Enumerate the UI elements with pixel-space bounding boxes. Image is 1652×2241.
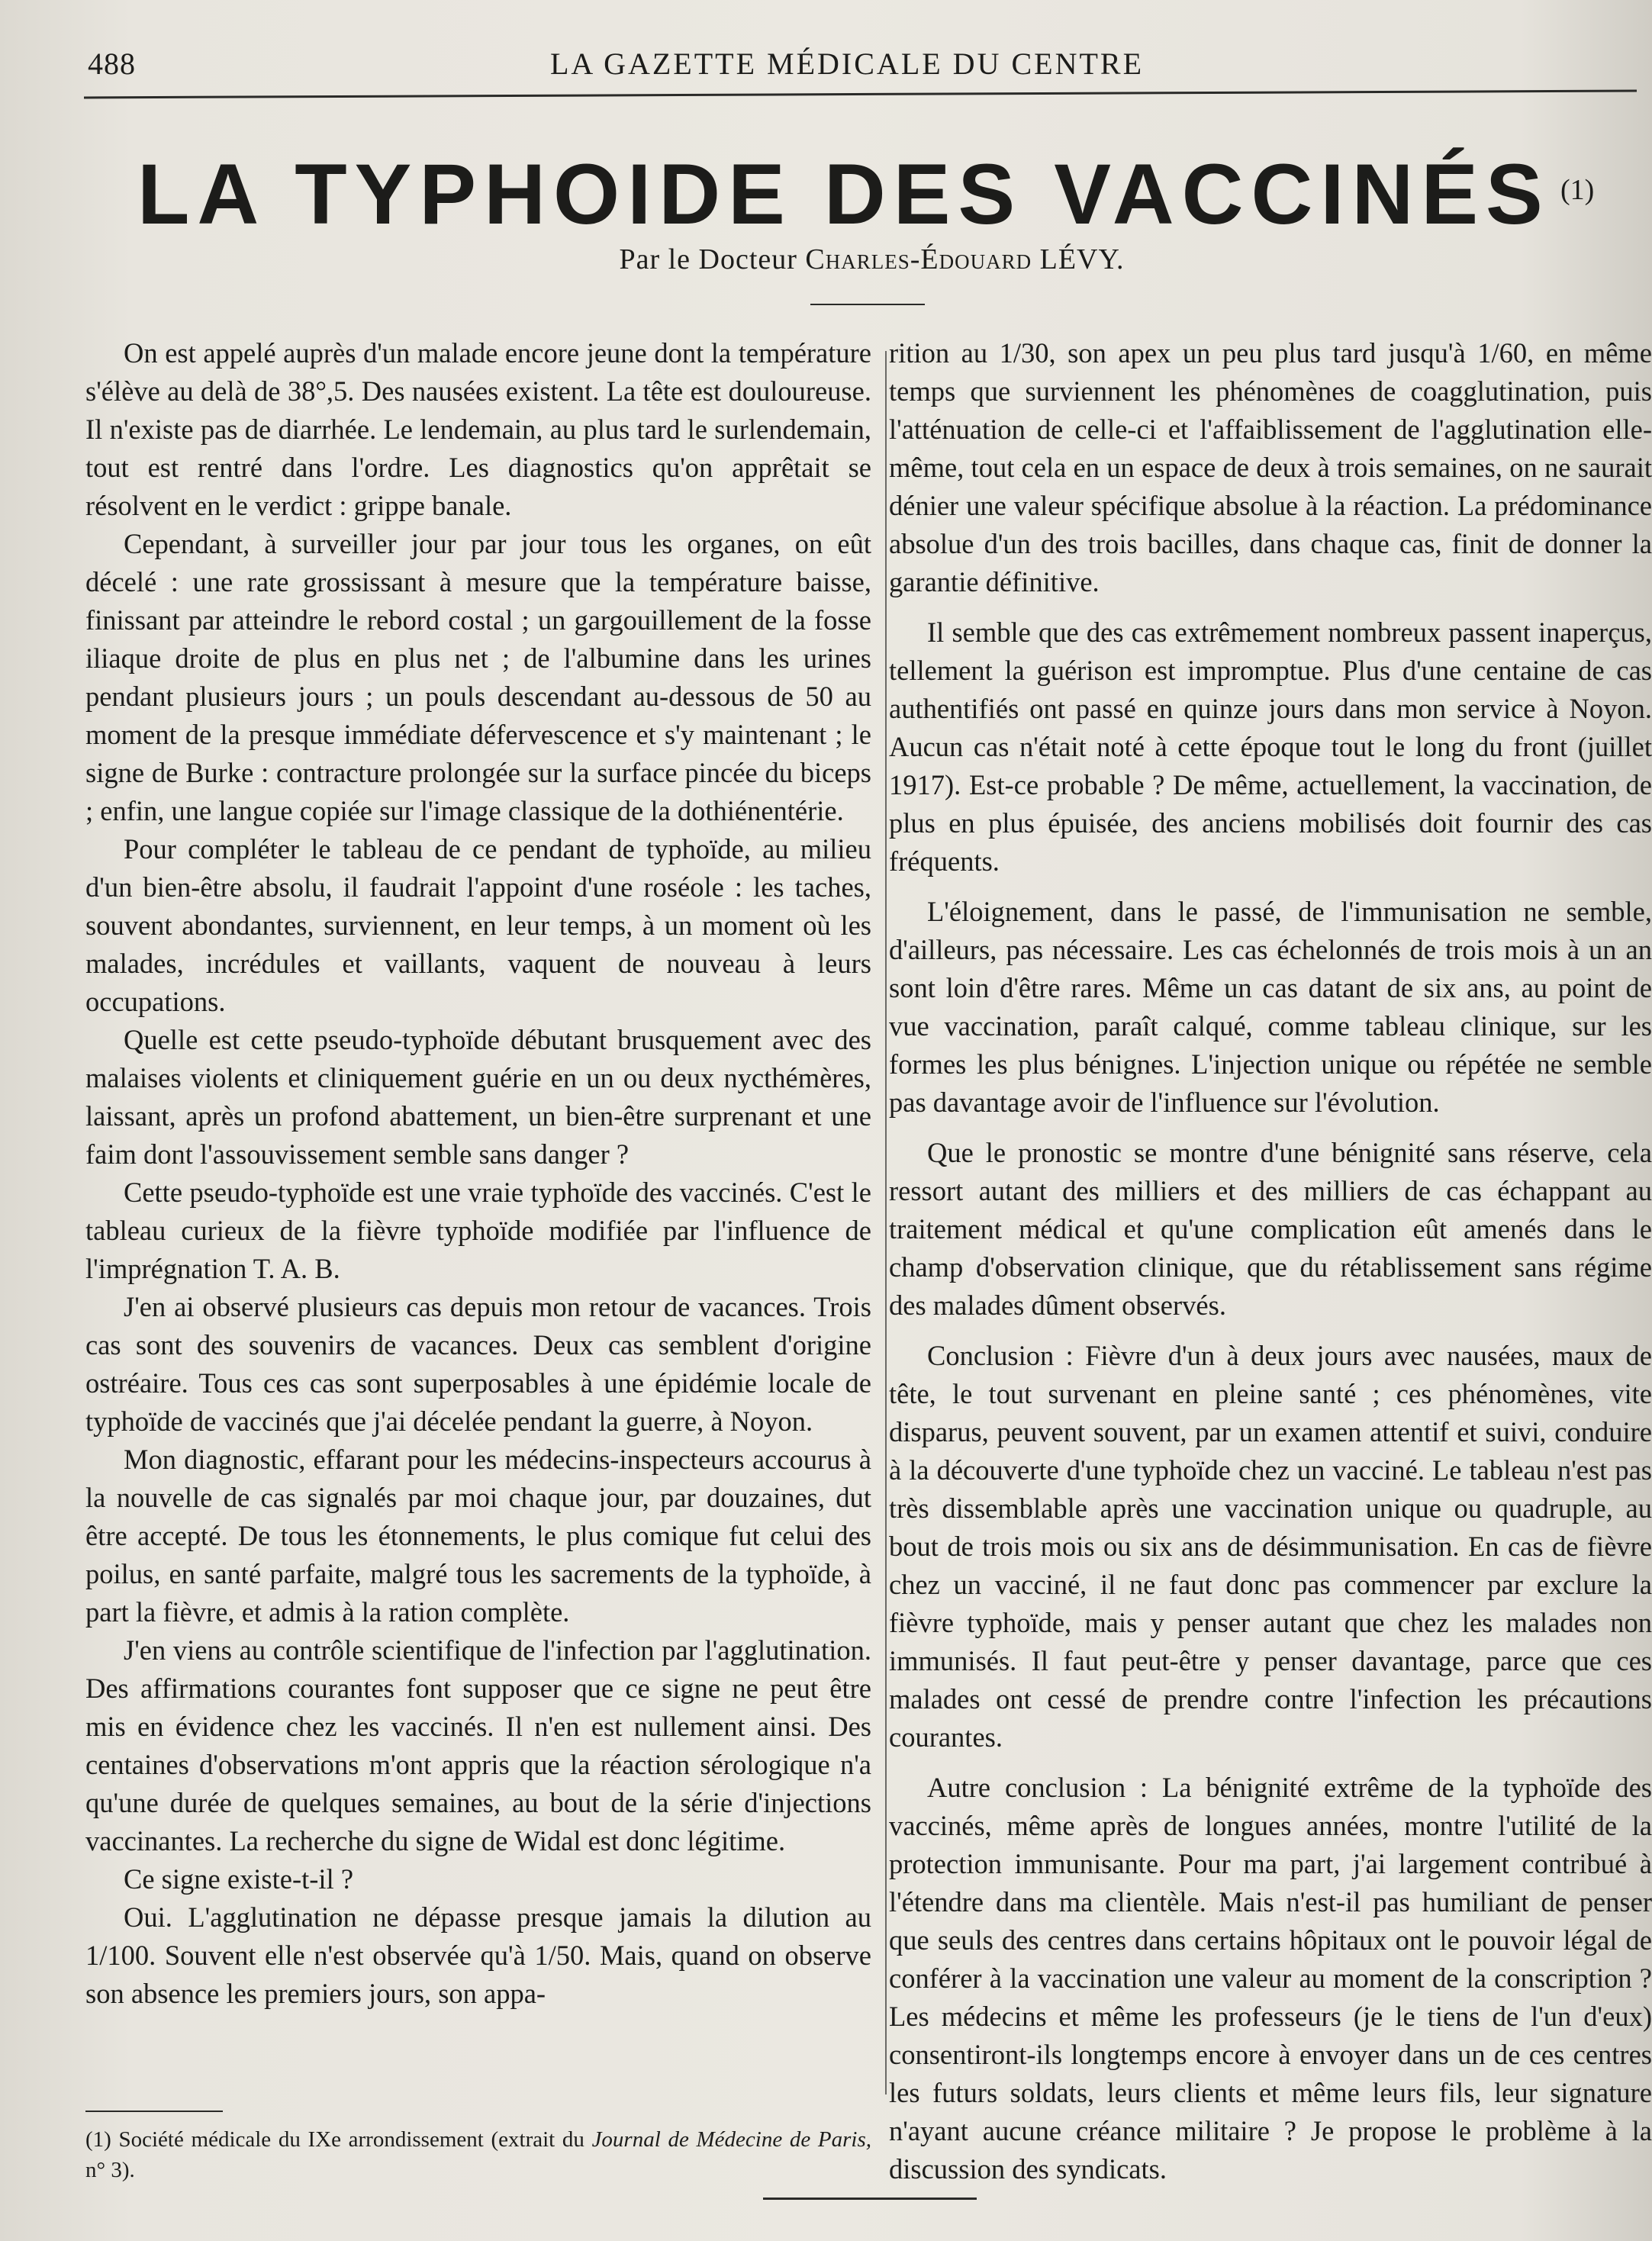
paragraph: Cependant, à surveiller jour par jour tous les organes, on eût décelé : une rate grossissant à mesure que la température baisse, finissant par atteindre le rebord costal ; un gargouillement de la fosse iliaque droite de plus en plus net ; de l'albumine dans les urines pendant plusieurs jours ; un pouls descendant au-dessous de 50 au moment de la presque immédiate défervescence et s'y maintenant ; le signe de Burke : contracture prolongée sur la surface pincée du biceps ; enfin, une langue copiée sur l'image classique de la dothiénentérie.	[85, 528, 871, 826]
article-title	[137, 145, 1595, 244]
paragraph: Il semble que des cas extrêmement nombreux passent inaperçus, tellement la guérison est impromptue. Plus d'une centaine de cas authentifiés ont passé en quinze jours dans mon service à Noyon. Aucun cas n'était noté à cette époque tout le long du front (juillet 1917). Est-ce probable ? De même, actuellement, la vaccination, de plus en plus épuisée, des anciens mobilisés doit fournir des cas fréquents.	[889, 617, 1652, 877]
article-title-text: LA TYPHOIDE DES VACCINÉS	[137, 147, 1551, 242]
right-column	[889, 334, 1652, 2188]
journal-name: LA GAZETTE MÉDICALE DU CENTRE	[549, 47, 1144, 81]
paragraph: J'en ai observé plusieurs cas depuis mon retour de vacances. Trois cas sont des souvenirs de vacances. Deux cas semblent d'origine ostréaire. Tous ces cas sont superposables à une épidémie locale de typhoïde de vaccinés que j'ai décelée pendant la guerre, à Noyon.	[85, 1291, 871, 1437]
paragraph: J'en viens au contrôle scientifique de l'infection par l'agglutination. Des affirmations courantes font supposer que ce signe ne peut être mis en évidence chez les vaccinés. Il n'en est nullement ainsi. Des centaines d'observations m'ont appris que la réaction sérologique n'a qu'une durée de quelques semaines, au bout de la série d'injections vaccinantes. La recherche du signe de Widal est donc légitime.	[85, 1634, 871, 1856]
footnote-text-b: n° 3).	[85, 2158, 135, 2182]
paragraph: Oui. L'agglutination ne dépasse presque jamais la dilution au 1/100. Souvent elle n'est observée qu'à 1/50. Mais, quand on observe son absence les premiers jours, son appa-	[85, 1901, 871, 2009]
paragraph: Quelle est cette pseudo-typhoïde débutant brusquement avec des malaises violents et cliniquement guérie en un ou deux nycthémères, laissant, après un profond abattement, un bien-être surprenant et une faim dont l'assouvissement semble sans danger ?	[85, 1024, 871, 1170]
left-column	[85, 334, 871, 2013]
footnote	[85, 2124, 871, 2185]
byline-prefix: Par le Docteur	[619, 243, 806, 275]
author-name: Charles-Édouard LÉVY.	[805, 243, 1125, 275]
title-footnote-ref: (1)	[1560, 174, 1595, 206]
paragraph: Mon diagnostic, effarant pour les médecins-inspecteurs accourus à la nouvelle de cas signalés par moi chaque jour, par douzaines, dut être accepté. De tous les étonnements, le plus comique fut celui des poilus, en santé parfaite, malgré tous les sacrements de la typhoïde, à part la fièvre, et admis à la ration complète.	[85, 1444, 871, 1628]
paragraph: Conclusion : Fièvre d'un à deux jours avec nausées, maux de tête, le tout survenant en pleine santé ; ces phénomènes, vite disparus, peuvent souvent, par un examen attentif et suivi, conduire à la découverte d'une typhoïde chez un vacciné. Le tableau n'est pas très dissemblable après une vaccination unique ou quadruple, au bout de trois mois ou six ans de désimmunisation. En cas de fièvre chez un vacciné, il ne faut donc pas commencer par exclure la fièvre typhoïde, mais y penser autant que chez les malades non immunisés. Il faut peut-être y penser davantage, parce que ces malades ont cessé de prendre contre l'infection les précautions courantes.	[889, 1340, 1652, 1753]
column-divider	[885, 351, 887, 2094]
running-head	[88, 46, 1606, 92]
paragraph: Autre conclusion : La bénignité extrême de la typhoïde des vaccinés, même après de longues années, montre l'utilité de la protection immunisante. Pour ma part, j'ai largement contribué à l'étendre dans ma clientèle. Mais n'est-il pas humiliant de penser que seuls des centres dans certains hôpitaux ont le pouvoir légal de conférer à la vaccination une valeur au moment de la conscription ? Les médecins et même les professeurs (je le tiens de l'un d'eux) consentiront-ils longtemps encore à envoyer dans un de ces centres les futurs soldats, leurs clients et même leurs fils, leur signature n'ayant aucune créance militaire ? Je propose le problème à la discussion des syndicats.	[889, 1772, 1652, 2185]
paragraph: L'éloignement, dans le passé, de l'immunisation ne semble, d'ailleurs, pas nécessaire. Les cas échelonnés de trois mois à un an sont loin d'être rares. Même un cas datant de six ans, au point de vue vaccination, paraît calqué, comme tableau clinique, sur les formes les plus bénignes. L'injection unique ou répétée ne semble pas davantage avoir de l'influence sur l'évolution.	[889, 896, 1652, 1118]
footnote-marker: (1)	[85, 2127, 111, 2152]
end-rule	[763, 2198, 977, 2200]
paragraph: Cette pseudo-typhoïde est une vraie typhoïde des vaccinés. C'est le tableau curieux de la fièvre typhoïde modifiée par l'influence de l'imprégnation T. A. B.	[85, 1177, 871, 1284]
footnote-text	[85, 2124, 871, 2185]
footnote-text-a: Société médicale du IXe arrondissement (extrait du	[111, 2127, 592, 2152]
paragraph: On est appelé auprès d'un malade encore jeune dont la température s'élève au delà de 38°,5. Des nausées existent. La tête est douloureuse. Il n'existe pas de diarrhée. Le lendemain, au plus tard le surlendemain, tout est rentré dans l'ordre. Les diagnostics qu'on apprêtait se résolvent en le verdict : grippe banale.	[85, 337, 871, 521]
byline-rule	[810, 304, 925, 305]
footnote-journal: Journal de Médecine de Paris,	[591, 2127, 871, 2152]
paragraph: Pour compléter le tableau de ce pendant de typhoïde, au milieu d'un bien-être absolu, il faudrait l'appoint d'une roséole : les taches, souvent abondantes, surviennent, en leur temps, à un moment où les malades, incrédules et vaillants, vaquent de nouveau à leurs occupations.	[85, 833, 871, 1017]
byline	[0, 243, 1652, 276]
paragraph: rition au 1/30, son apex un peu plus tard jusqu'à 1/60, en même temps que surviennent les phénomènes de coagglutination, puis l'atténuation de celle-ci et l'affaiblissement de l'agglutination elle-même, tout cela en un espace de deux à trois semaines, on ne saurait dénier une valeur spécifique absolue à la réaction. La prédominance absolue d'un des trois bacilles, dans chaque cas, finit de donner la garantie définitive.	[889, 337, 1652, 597]
paragraph: Que le pronostic se montre d'une bénignité sans réserve, cela ressort autant des milliers et des milliers de cas échappant au traitement médical et qu'une complication eût amenés dans le champ d'observation clinique, que du rétablissement sans régime des malades dûment observés.	[889, 1137, 1652, 1321]
footnote-rule	[85, 2111, 223, 2112]
page-number: 488	[88, 47, 136, 81]
paragraph: Ce signe existe-t-il ?	[124, 1863, 354, 1895]
